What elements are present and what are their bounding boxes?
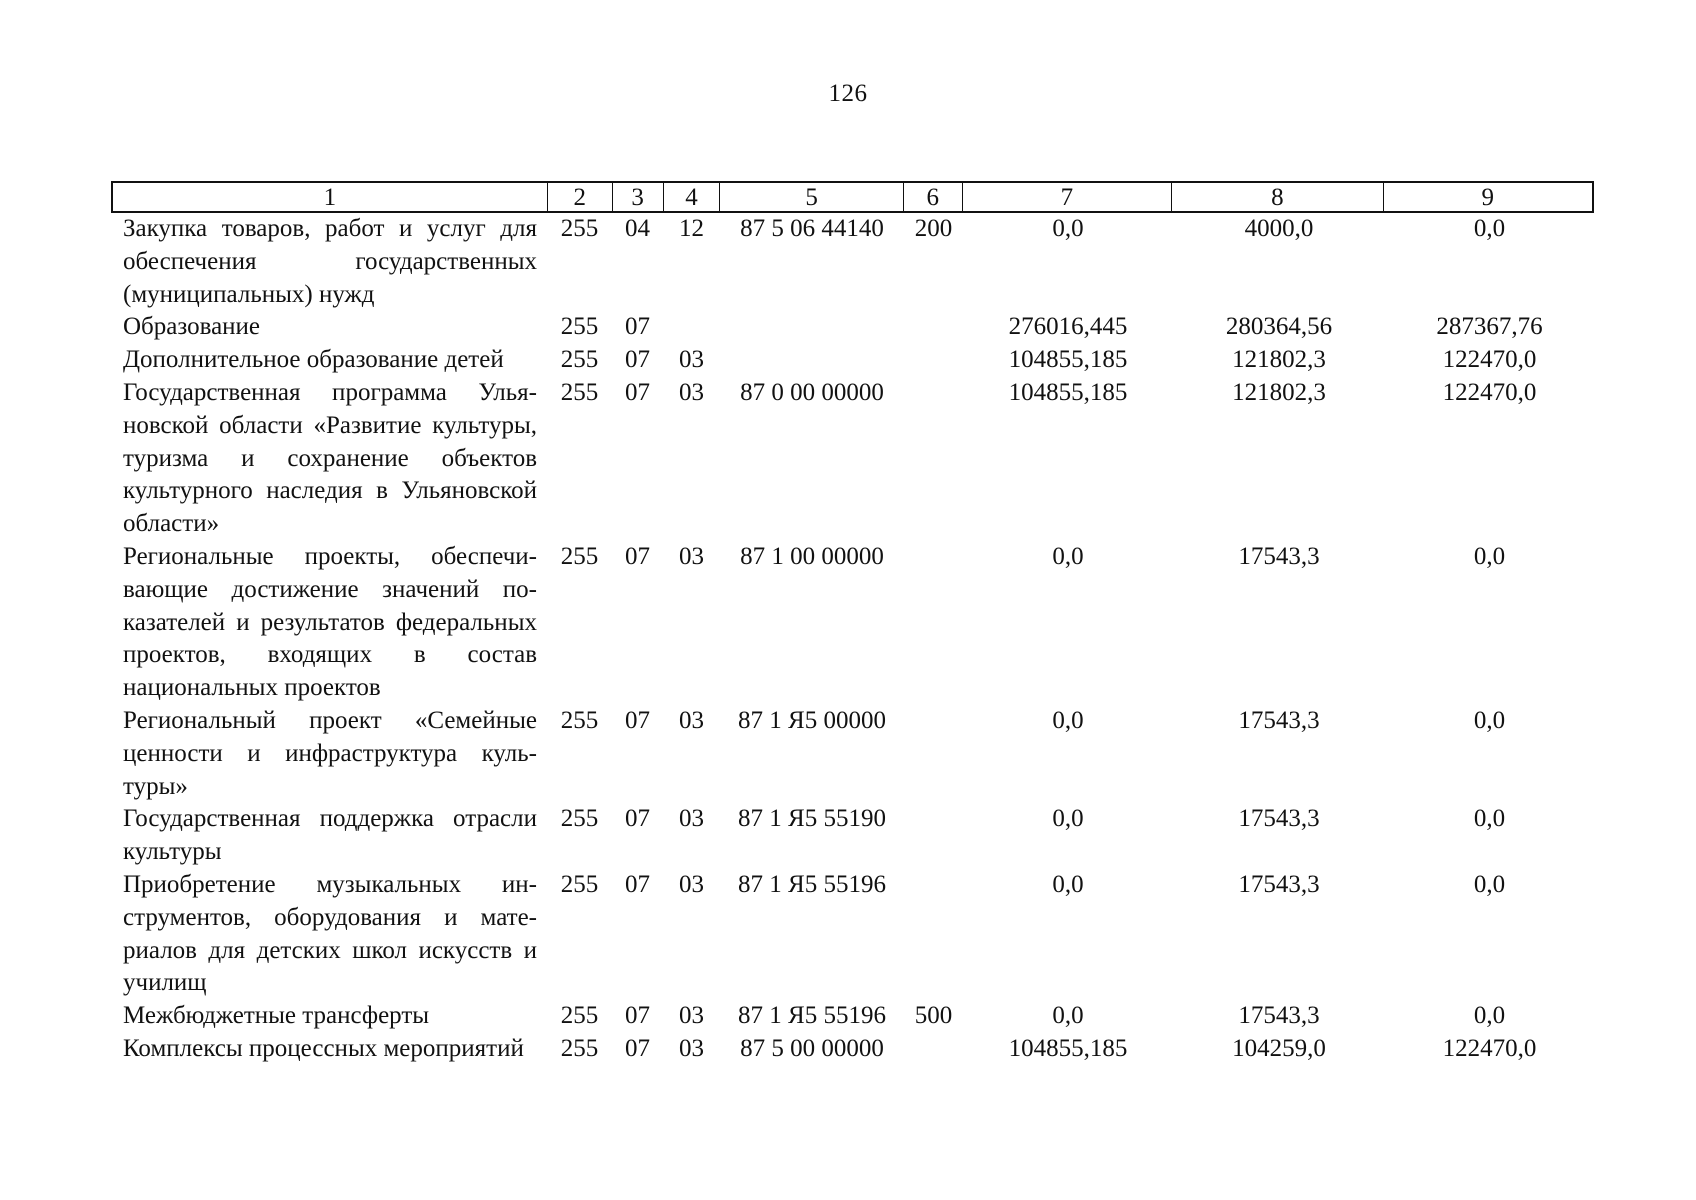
row-name: Образование [123, 313, 261, 341]
table-row [111, 311, 1594, 344]
row-code-target: 87 1 Я5 00000 [738, 706, 886, 734]
row-value-col8: 17543,3 [1238, 870, 1320, 898]
row-name: Межбюджетные трансферты [123, 1002, 430, 1030]
row-value-col9: 0,0 [1473, 1002, 1506, 1030]
table-body [111, 213, 1594, 1066]
row-name: Государственная поддержка отрасли культуры [123, 805, 537, 866]
row-code-target: 87 1 Я5 55196 [738, 870, 886, 898]
row-value-col9: 0,0 [1473, 805, 1506, 833]
table-row [111, 869, 1594, 1000]
row-code-ministry: 255 [560, 1002, 599, 1030]
row-code-section: 07 [625, 805, 650, 833]
row-code-subsection: 12 [679, 215, 704, 242]
row-code-target [720, 344, 904, 377]
row-code-section: 07 [625, 1034, 650, 1062]
row-code-ministry: 255 [560, 542, 599, 570]
row-name: Государственная программа Ульяновской области «Развитие культуры, туризма и сохранение объектов культурного наследия в Ульяновской области» [123, 378, 537, 538]
row-value-col7: 104855,185 [1008, 1034, 1128, 1062]
row-value-col7: 0,0 [1052, 870, 1084, 898]
budget-table [111, 181, 1594, 1066]
column-header: 5 [720, 183, 904, 211]
row-code-expense-type [904, 377, 963, 541]
column-header: 1 [113, 183, 548, 211]
row-code-subsection: 03 [679, 805, 704, 833]
row-code-target [720, 311, 904, 344]
row-name: Региональный проект «Семейные ценности и инфраструктура культуры» [123, 706, 537, 800]
table-row [111, 344, 1594, 377]
row-code-expense-type [904, 869, 963, 1000]
row-code-subsection: 03 [679, 706, 704, 734]
row-code-subsection: 03 [679, 542, 704, 570]
row-value-col8: 17543,3 [1238, 805, 1320, 833]
row-code-target: 87 5 06 44140 [740, 215, 884, 242]
row-code-ministry: 255 [560, 346, 599, 374]
row-code-section: 07 [625, 706, 650, 734]
row-value-col9: 0,0 [1473, 706, 1506, 734]
row-value-col7: 104855,185 [1008, 346, 1128, 374]
row-code-section: 07 [625, 542, 650, 570]
column-header: 3 [613, 183, 664, 211]
row-code-target: 87 0 00 00000 [740, 378, 884, 406]
row-value-col9: 122470,0 [1442, 378, 1537, 406]
row-code-subsection: 03 [679, 346, 704, 374]
row-code-expense-type [904, 311, 963, 344]
table-row [111, 1000, 1594, 1033]
column-header: 9 [1481, 184, 1495, 211]
row-value-col8: 4000,0 [1244, 215, 1314, 242]
row-value-col8: 121802,3 [1232, 346, 1326, 374]
row-code-expense-type: 500 [914, 1002, 953, 1030]
row-code-subsection [663, 311, 720, 344]
row-code-ministry: 255 [560, 805, 599, 833]
row-code-section: 04 [625, 215, 650, 242]
row-code-target: 87 1 Я5 55190 [738, 805, 886, 833]
row-value-col9: 0,0 [1473, 870, 1506, 898]
column-header: 2 [548, 183, 613, 211]
row-code-subsection: 03 [679, 1002, 704, 1030]
row-value-col7: 0,0 [1052, 1002, 1084, 1030]
row-value-col7: 0,0 [1052, 542, 1084, 570]
row-value-col9: 122470,0 [1442, 346, 1537, 374]
row-code-target: 87 5 00 00000 [740, 1034, 884, 1062]
row-code-target: 87 1 Я5 55196 [738, 1002, 886, 1030]
row-code-ministry: 255 [560, 378, 599, 406]
table-row [111, 213, 1594, 311]
row-value-col8: 17543,3 [1238, 1002, 1320, 1030]
row-code-subsection: 03 [679, 378, 704, 406]
row-value-col9: 287367,76 [1436, 313, 1543, 341]
row-value-col9: 0,0 [1473, 215, 1506, 242]
row-code-ministry: 255 [560, 706, 599, 734]
row-name: Закупка товаров, работ и услуг для обеспечения государственных (муниципальных) нужд [123, 215, 537, 308]
row-value-col7: 104855,185 [1008, 378, 1128, 406]
row-code-section: 07 [625, 346, 650, 374]
table-row [111, 803, 1594, 869]
row-code-ministry: 255 [560, 215, 599, 242]
row-value-col7: 0,0 [1052, 805, 1084, 833]
row-code-section: 07 [625, 378, 650, 406]
row-code-subsection: 03 [679, 1034, 704, 1062]
row-name: Региональные проекты, обеспечивающие достижение значений показателей и результатов федеральных проектов, входящих в состав национальных проектов [123, 542, 537, 702]
row-value-col9: 122470,0 [1442, 1034, 1537, 1062]
column-header: 6 [904, 183, 963, 211]
row-value-col9: 0,0 [1473, 542, 1506, 570]
row-code-expense-type: 200 [914, 215, 953, 242]
row-value-col7: 0,0 [1052, 706, 1084, 734]
row-value-col8: 280364,56 [1225, 313, 1333, 341]
row-code-section: 07 [625, 313, 650, 341]
column-header: 7 [963, 183, 1172, 211]
row-code-subsection: 03 [679, 870, 704, 898]
row-code-ministry: 255 [560, 1034, 599, 1062]
row-code-expense-type [904, 541, 963, 705]
row-value-col8: 121802,3 [1232, 378, 1326, 406]
table-row [111, 1033, 1594, 1066]
column-header: 8 [1172, 183, 1383, 211]
column-header: 4 [664, 183, 721, 211]
row-name: Дополнительное образование детей [123, 346, 504, 374]
row-value-col7: 276016,445 [1008, 313, 1128, 341]
table-row [111, 705, 1594, 803]
row-value-col8: 17543,3 [1238, 706, 1320, 734]
row-value-col8: 104259,0 [1232, 1034, 1326, 1062]
row-code-ministry: 255 [560, 870, 599, 898]
row-value-col8: 17543,3 [1238, 542, 1320, 570]
row-code-expense-type [904, 1033, 963, 1066]
page-number: 126 [828, 80, 868, 107]
table-row [111, 541, 1594, 705]
row-name: Комплексы процессных мероприятий [123, 1034, 524, 1062]
row-code-expense-type [904, 344, 963, 377]
row-value-col7: 0,0 [1052, 215, 1084, 242]
row-code-ministry: 255 [560, 313, 599, 341]
row-code-expense-type [904, 705, 963, 803]
table-header [111, 181, 1594, 213]
row-code-target: 87 1 00 00000 [740, 542, 884, 570]
row-code-expense-type [904, 803, 963, 869]
row-code-section: 07 [625, 1002, 650, 1030]
row-name: Приобретение музыкальных инструментов, оборудования и материалов для детских школ искусств и училищ [123, 870, 537, 997]
table-row [111, 377, 1594, 541]
row-code-section: 07 [625, 870, 650, 898]
